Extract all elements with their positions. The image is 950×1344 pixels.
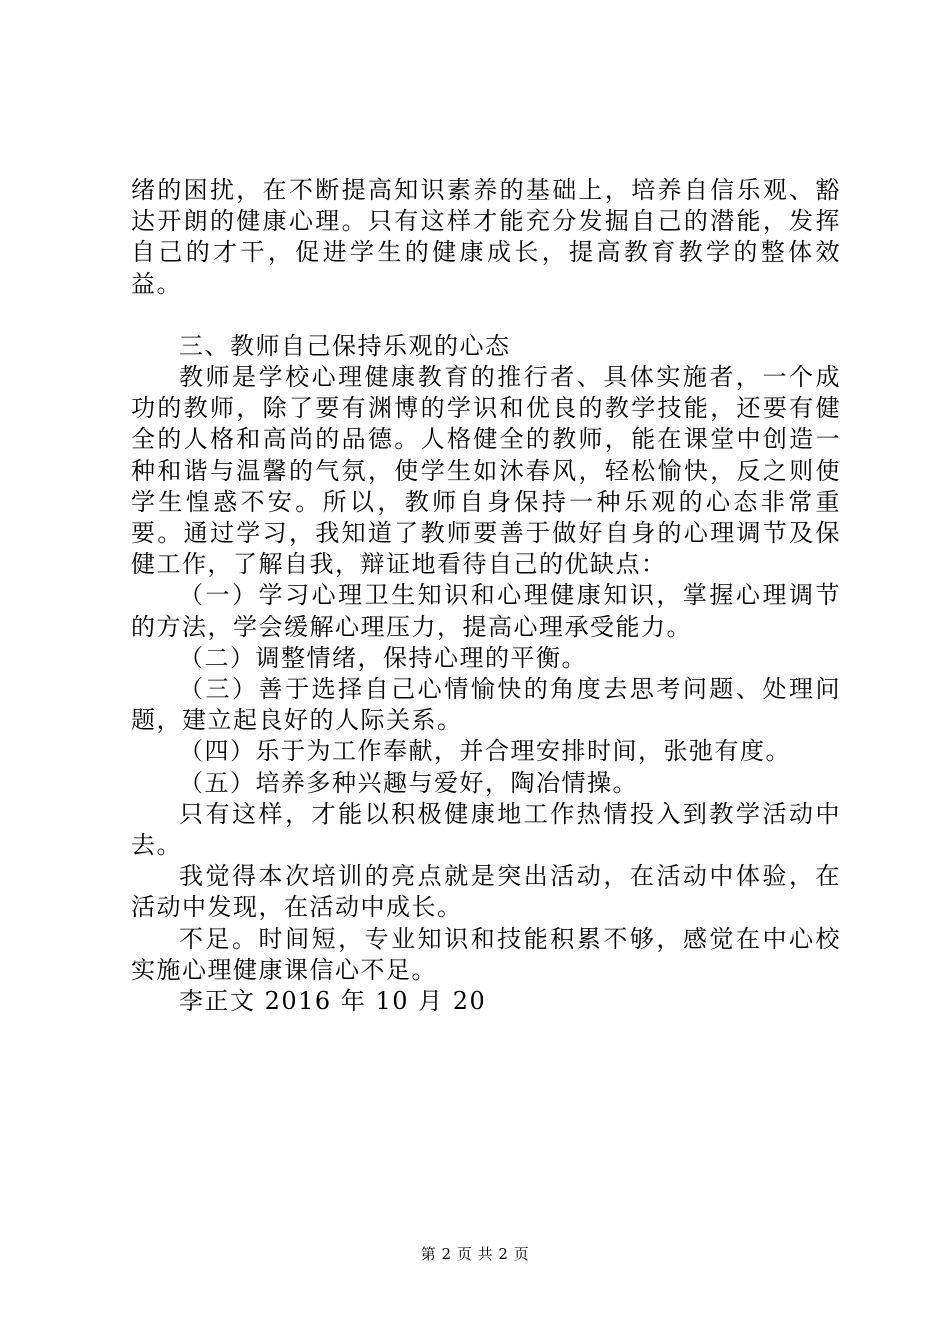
list-item-2: （二）调整情绪，保持心理的平衡。	[179, 643, 587, 672]
list-item-1: （一）学习心理卫生知识和心理健康知识，掌握心理调节的方法，学会缓解心理压力，提高心理承受能力。	[131, 581, 841, 641]
page-footer: 第 2 页 共 2 页	[420, 1245, 530, 1263]
paragraph-highlight: 我觉得本次培训的亮点就是突出活动，在活动中体验，在活动中发现，在活动中成长。	[131, 862, 841, 922]
paragraph-conclusion: 只有这样，才能以积极健康地工作热情投入到教学活动中去。	[131, 799, 841, 860]
paragraph-gap	[131, 300, 841, 331]
document-body	[131, 175, 841, 1017]
list-item-4: （四）乐于为工作奉献，并合理安排时间，张弛有度。	[179, 737, 791, 766]
list-item-5: （五）培养多种兴趣与爱好，陶冶情操。	[179, 768, 638, 797]
list-item-3: （三）善于选择自己心情愉快的角度去思考问题、处理问题，建立起良好的人际关系。	[131, 675, 841, 735]
section-heading: 三、教师自己保持乐观的心态	[179, 331, 511, 360]
signature-date: 李正文 2016 年 10 月 20	[179, 987, 487, 1016]
paragraph-shortcoming: 不足。时间短，专业知识和技能积累不够，感觉在中心校实施心理健康课信心不足。	[131, 924, 841, 984]
paragraph-teacher-role: 教师是学校心理健康教育的推行者、具体实施者，一个成功的教师，除了要有渊博的学识和优良的教学技能，还要有健全的人格和高尚的品德。人格健全的教师，能在课堂中创造一种和谐与温馨的气氛，使学生如沐春风，轻松愉快，反之则使学生惶惑不安。所以，教师自身保持一种乐观的心态非常重要。通过学习，我知道了教师要善于做好自身的心理调节及保健工作，了解自我，辩证地看待自己的优缺点：	[131, 363, 841, 579]
paragraph-continued: 绪的困扰，在不断提高知识素养的基础上，培养自信乐观、豁达开朗的健康心理。只有这样才能充分发掘自己的潜能，发挥自己的才干，促进学生的健康成长，提高教育教学的整体效益。	[131, 176, 841, 298]
